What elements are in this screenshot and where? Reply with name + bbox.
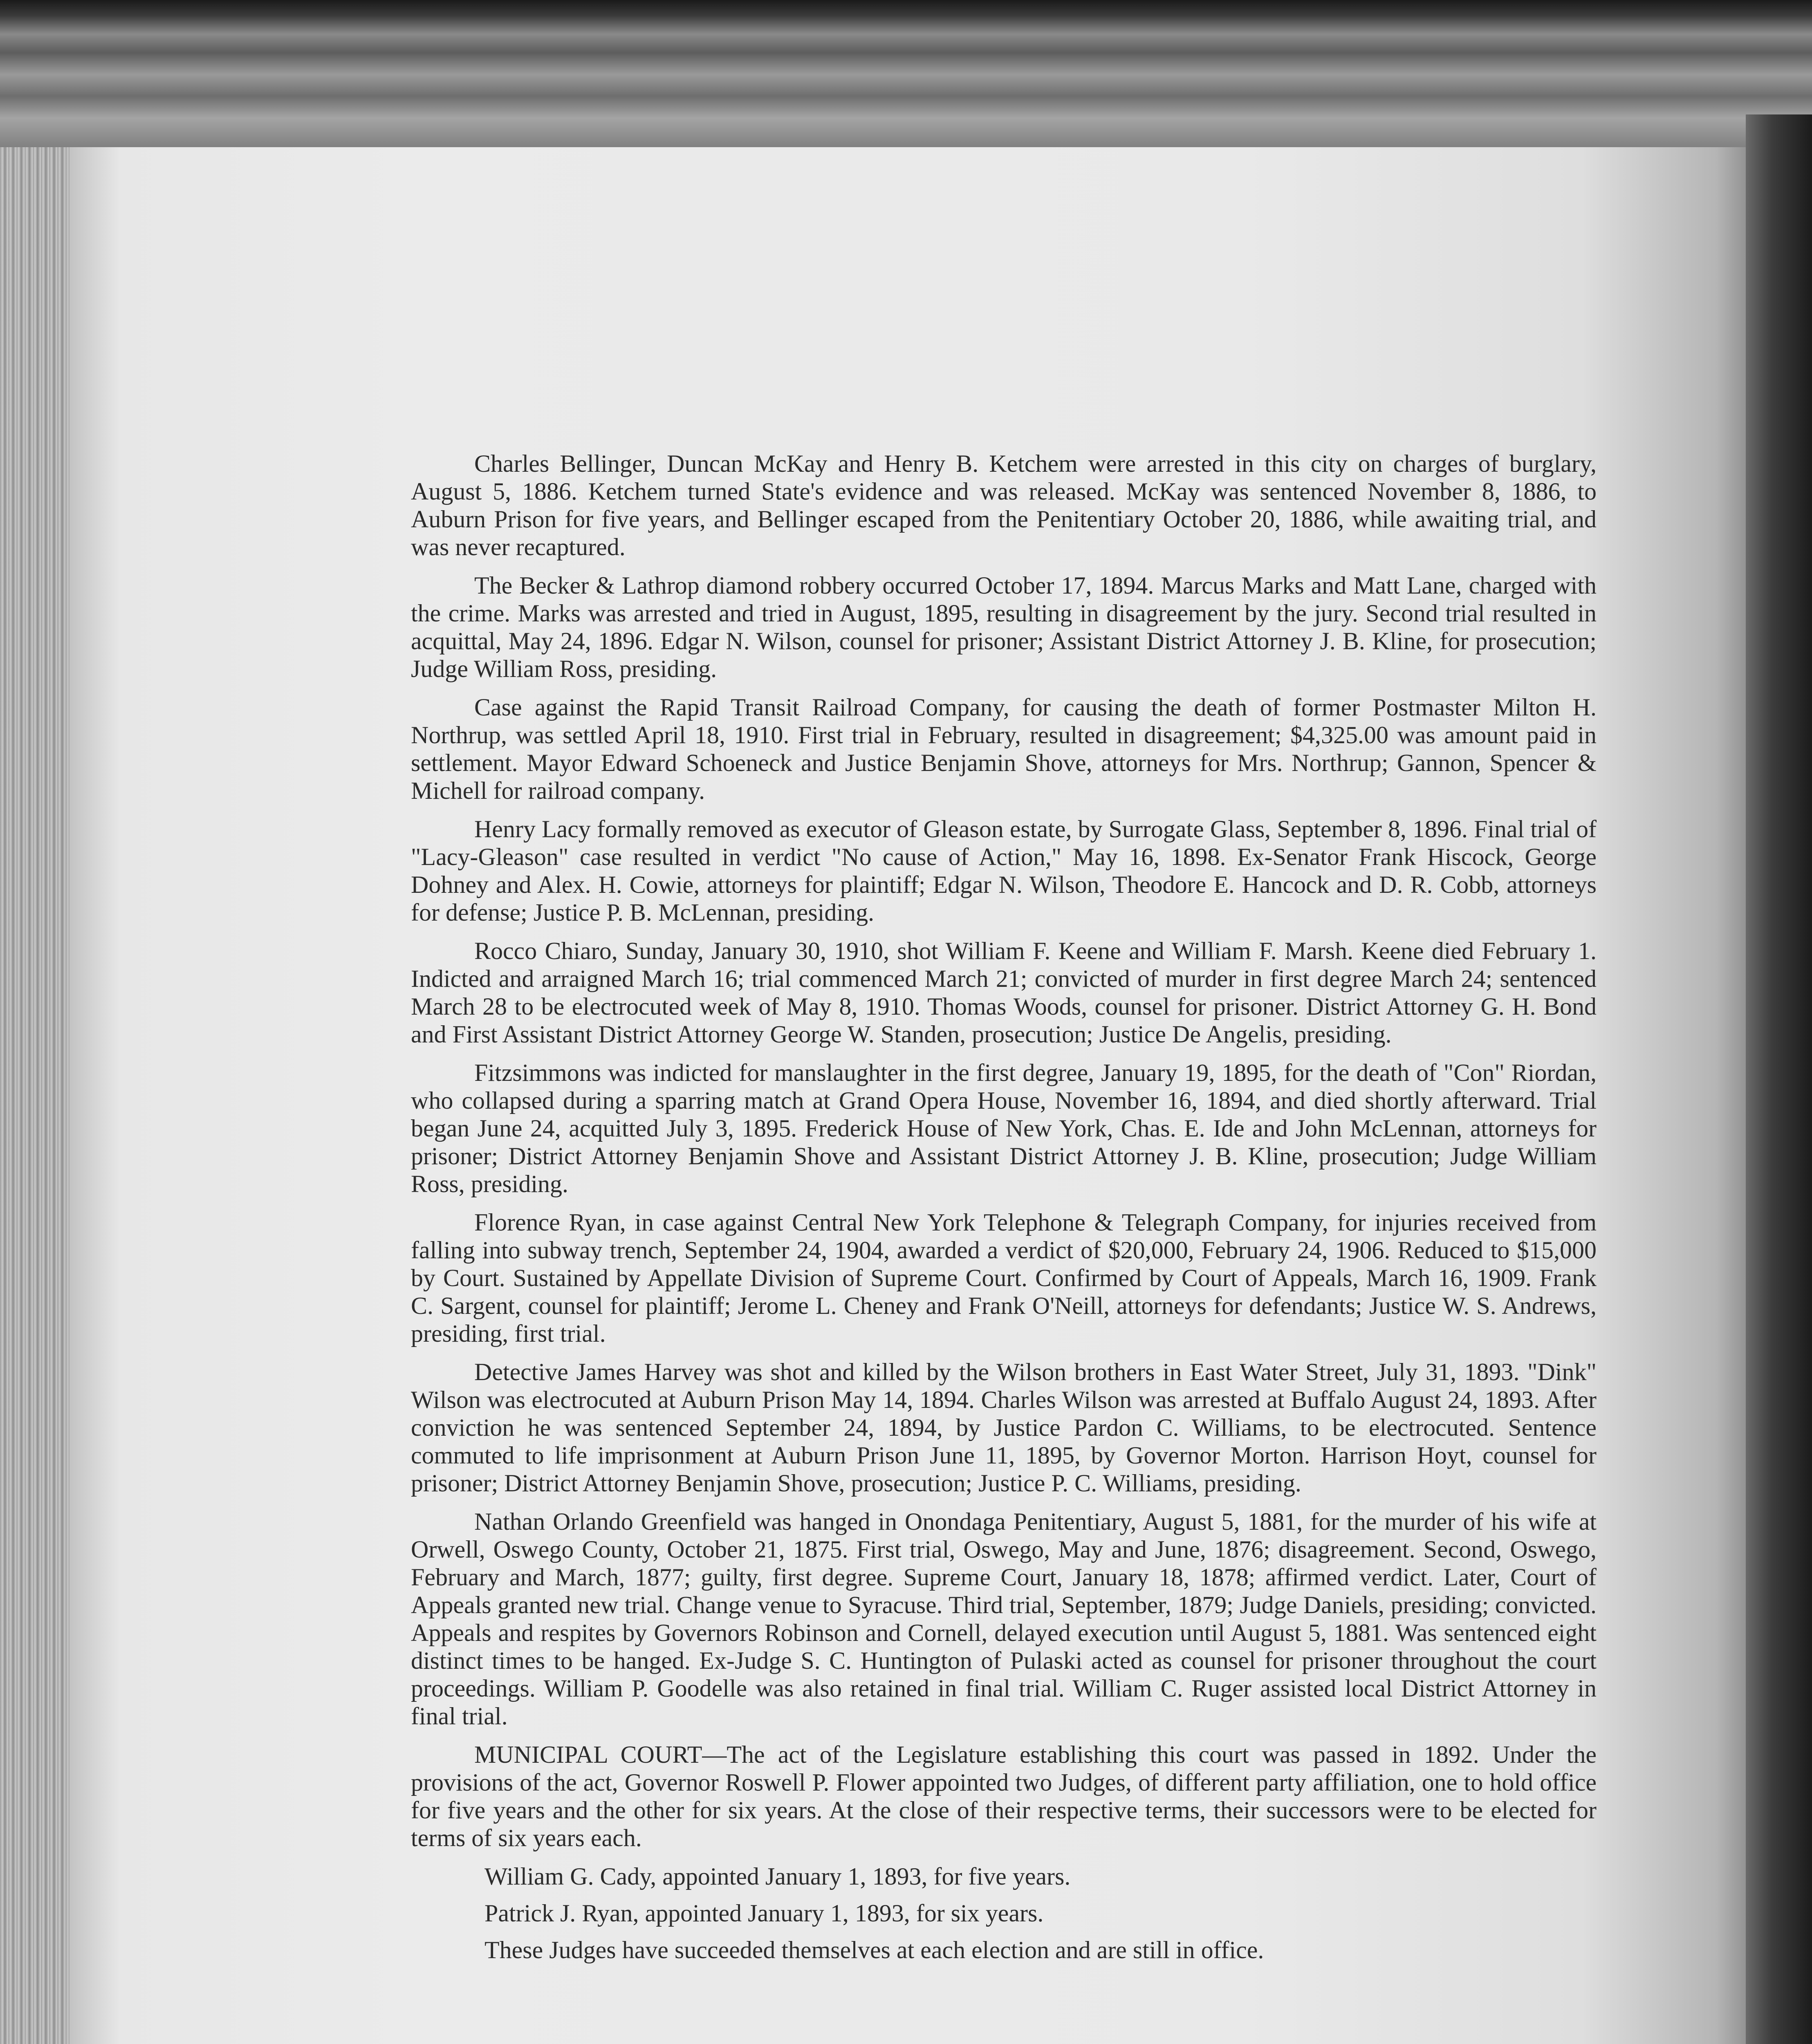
judges-note: These Judges have succeeded themselves at each election and are still in office. — [484, 1936, 1264, 1963]
paragraph-greenfield: Nathan Orlando Greenfield was hanged in Onondaga Penitentiary, August 5, 1881, for the murder of his wife at Orwell, Oswego County, October 21, 1875. First trial, Oswego, May and June, 1876; disagreement. Second, Oswego, February and March, 1877; guilty, first degree. Supreme Court, January 18, 1878; affirmed verdict. Later, Court of Appeals granted new trial. Change venue to Syracuse. Third trial, September, 1879; Judge Daniels, presiding; convicted. Appeals and respites by Governors Robinson and Cornell, delayed execution until August 5, 1881. Was sentenced eight distinct times to be hanged. Ex-Judge S. C. Huntington of Pulaski acted as counsel for prisoner throughout the court proceedings. William P. Goodelle was also retained in final trial. William C. Ruger assisted local District Attorney in final trial. — [411, 1508, 1597, 1730]
paragraph-becker-lathrop: The Becker & Lathrop diamond robbery occurred October 17, 1894. Marcus Marks and Matt Lane, charged with the crime. Marks was arrested and tried in August, 1895, resulting in disagreement by the jury. Second trial resulted in acquittal, May 24, 1896. Edgar N. Wilson, counsel for prisoner; Assistant District Attorney J. B. Kline, for prosecution; Judge William Ross, presiding. — [411, 572, 1597, 682]
book-top-edge — [0, 0, 1812, 155]
paragraph-bellinger: Charles Bellinger, Duncan McKay and Henry B. Ketchem were arrested in this city on charges of burglary, August 5, 1886. Ketchem turned State's evidence and was released. McKay was sentenced November 8, 1886, to Auburn Prison for five years, and Bellinger escaped from the Penitentiary October 20, 1886, while awaiting trial, and was never recaptured. — [411, 450, 1597, 560]
paragraph-chiaro: Rocco Chiaro, Sunday, January 30, 1910, shot William F. Keene and William F. Marsh. Keene died February 1. Indicted and arraigned March 16; trial commenced March 21; convicted of murder in first degree March 24; sentenced March 28 to be electrocuted week of May 8, 1910. Thomas Woods, counsel for prisoner. District Attorney G. H. Bond and First Assistant District Attorney George W. Standen, prosecution; Justice De Angelis, presiding. — [411, 937, 1597, 1048]
paragraph-rapid-transit: Case against the Rapid Transit Railroad Company, for causing the death of former Postmaster Milton H. Northrup, was settled April 18, 1910. First trial in February, resulted in disagreement; $4,325.00 was amount paid in settlement. Mayor Edward Schoeneck and Justice Benjamin Shove, attorneys for Mrs. Northrup; Gannon, Spencer & Michell for railroad company. — [411, 694, 1597, 804]
paragraph-municipal-court: MUNICIPAL COURT—The act of the Legislature establishing this court was passed in 1892. Under the provisions of the act, Governor Roswell P. Flower appointed two Judges, of different party affiliation, one to hold office for five years and the other for six years. At the close of their respective terms, their successors were to be elected for terms of six years each. — [411, 1741, 1597, 1851]
judge-cady: William G. Cady, appointed January 1, 1893, for five years. — [484, 1863, 1071, 1890]
page-text — [411, 450, 1597, 1973]
paragraph-fitzsimmons: Fitzsimmons was indicted for manslaughter in the first degree, January 19, 1895, for the death of "Con" Riordan, who collapsed during a sparring match at Grand Opera House, November 16, 1894, and died shortly afterward. Trial began June 24, acquitted July 3, 1895. Frederick House of New York, Chas. E. Ide and John McLennan, attorneys for prisoner; District Attorney Benjamin Shove and Assistant District Attorney J. B. Kline, prosecution; Judge William Ross, presiding. — [411, 1059, 1597, 1197]
paragraph-florence-ryan: Florence Ryan, in case against Central New York Telephone & Telegraph Company, for injuries received from falling into subway trench, September 24, 1904, awarded a verdict of $20,000, February 24, 1906. Reduced to $15,000 by Court. Sustained by Appellate Division of Supreme Court. Confirmed by Court of Appeals, March 16, 1909. Frank C. Sargent, counsel for plaintiff; Jerome L. Cheney and Frank O'Neill, attorneys for defendants; Justice W. S. Andrews, presiding, first trial. — [411, 1209, 1597, 1347]
paragraph-harvey: Detective James Harvey was shot and killed by the Wilson brothers in East Water Street, July 31, 1893. "Dink" Wilson was electrocuted at Auburn Prison May 14, 1894. Charles Wilson was arrested at Buffalo August 24, 1893. After conviction he was sentenced September 24, 1894, by Justice Pardon C. Williams, to be electrocuted. Sentence commuted to life imprisonment at Auburn Prison June 11, 1895, by Governor Morton. Harrison Hoyt, counsel for prisoner; District Attorney Benjamin Shove, prosecution; Justice P. C. Williams, presiding. — [411, 1358, 1597, 1497]
judge-ryan: Patrick J. Ryan, appointed January 1, 1893, for six years. — [484, 1900, 1044, 1927]
paragraph-lacy-gleason: Henry Lacy formally removed as executor of Gleason estate, by Surrogate Glass, September 8, 1896. Final trial of "Lacy-Gleason" case resulted in verdict "No cause of Action," May 16, 1898. Ex-Senator Frank Hiscock, George Dohney and Alex. H. Cowie, attorneys for plaintiff; Edgar N. Wilson, Theodore E. Hancock and D. R. Cobb, attorneys for defense; Justice P. B. McLennan, presiding. — [411, 816, 1597, 926]
binding-shadow — [1746, 114, 1812, 2044]
